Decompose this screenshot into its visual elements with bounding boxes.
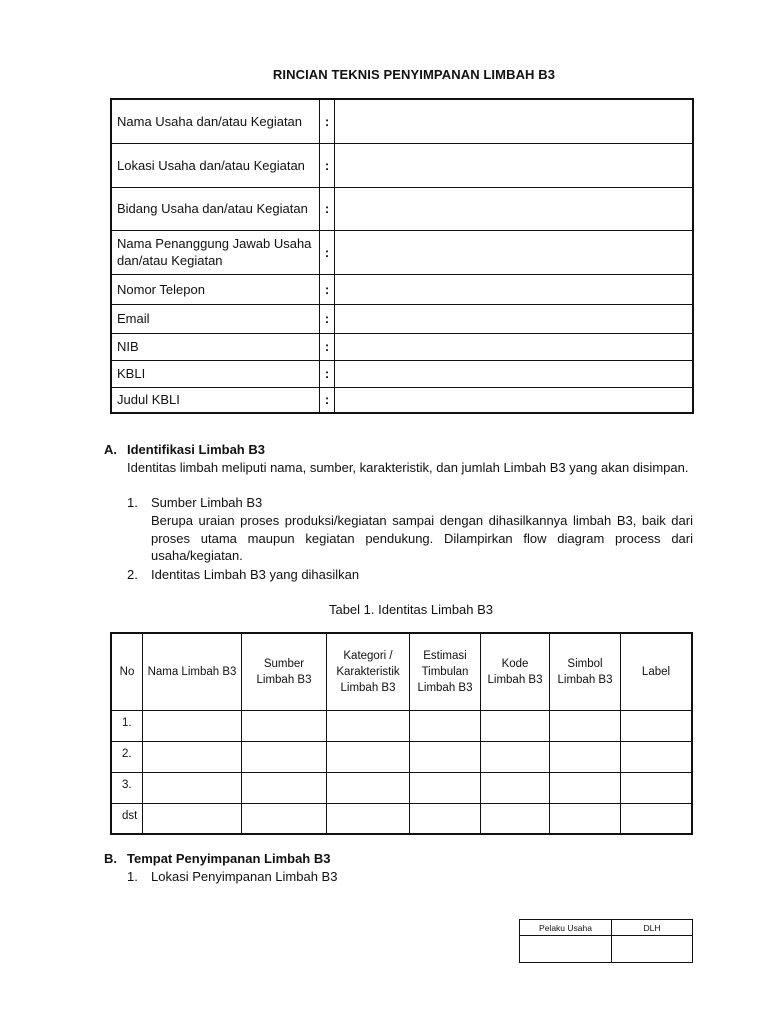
row-number: 3.	[111, 772, 143, 803]
table-row	[111, 803, 692, 834]
identity-row	[111, 187, 693, 230]
identity-value[interactable]	[335, 304, 694, 333]
identity-row	[111, 333, 693, 360]
table-cell[interactable]	[242, 803, 327, 834]
table-cell[interactable]	[327, 772, 410, 803]
table-cell[interactable]	[410, 710, 481, 741]
identity-value[interactable]	[335, 143, 694, 187]
column-header: Kode Limbah B3	[481, 633, 550, 710]
table-row	[111, 741, 692, 772]
row-number: 2.	[111, 741, 143, 772]
identity-colon: :	[320, 187, 335, 230]
identity-row	[111, 387, 693, 413]
item-number: 2.	[127, 567, 138, 582]
table-cell[interactable]	[550, 741, 621, 772]
table-cell[interactable]	[242, 772, 327, 803]
table-cell[interactable]	[410, 772, 481, 803]
item-number: 1.	[127, 495, 138, 510]
column-header: Sumber Limbah B3	[242, 633, 327, 710]
table-cell[interactable]	[143, 741, 242, 772]
section-b-heading: Tempat Penyimpanan Limbah B3	[127, 851, 331, 866]
item-title: Identitas Limbah B3 yang dihasilkan	[151, 567, 360, 582]
table-caption: Tabel 1. Identitas Limbah B3	[328, 602, 494, 617]
table-cell[interactable]	[621, 772, 693, 803]
table-cell[interactable]	[327, 741, 410, 772]
identity-colon: :	[320, 143, 335, 187]
identity-row	[111, 143, 693, 187]
identity-value[interactable]	[335, 99, 694, 143]
waste-identity-table	[110, 632, 693, 835]
identity-label: NIB	[111, 333, 320, 360]
signature-field[interactable]	[520, 936, 612, 963]
identity-label: Nama Usaha dan/atau Kegiatan	[111, 99, 320, 143]
signature-label: Pelaku Usaha	[520, 920, 612, 936]
table-cell[interactable]	[410, 741, 481, 772]
item-number: 1.	[127, 869, 138, 884]
identity-colon: :	[320, 230, 335, 274]
section-a-intro: Identitas limbah meliputi nama, sumber, karakteristik, dan jumlah Limbah B3 yang akan disimpan.	[127, 460, 689, 475]
column-header: Kategori / Karakteristik Limbah B3	[327, 633, 410, 710]
column-header: Label	[621, 633, 693, 710]
identity-row	[111, 360, 693, 387]
table-cell[interactable]	[550, 710, 621, 741]
table-row	[111, 772, 692, 803]
table-cell[interactable]	[550, 803, 621, 834]
table-row	[111, 710, 692, 741]
table-cell[interactable]	[143, 772, 242, 803]
table-cell[interactable]	[481, 710, 550, 741]
identity-label: Nomor Telepon	[111, 274, 320, 304]
row-number: 1.	[111, 710, 143, 741]
signature-field[interactable]	[612, 936, 693, 963]
table-cell[interactable]	[410, 803, 481, 834]
table-cell[interactable]	[327, 803, 410, 834]
identity-colon: :	[320, 333, 335, 360]
signature-label: DLH	[612, 920, 693, 936]
table-cell[interactable]	[621, 710, 693, 741]
identity-label: KBLI	[111, 360, 320, 387]
table-cell[interactable]	[327, 710, 410, 741]
column-header: Simbol Limbah B3	[550, 633, 621, 710]
column-header: Estimasi Timbulan Limbah B3	[410, 633, 481, 710]
column-header: Nama Limbah B3	[143, 633, 242, 710]
item-title: Lokasi Penyimpanan Limbah B3	[151, 869, 338, 884]
table-cell[interactable]	[143, 803, 242, 834]
company-identity-table	[110, 98, 694, 414]
identity-label: Lokasi Usaha dan/atau Kegiatan	[111, 143, 320, 187]
section-b-marker: B.	[104, 851, 117, 866]
table-cell[interactable]	[143, 710, 242, 741]
table-cell[interactable]	[242, 741, 327, 772]
identity-label: Bidang Usaha dan/atau Kegiatan	[111, 187, 320, 230]
table-cell[interactable]	[481, 741, 550, 772]
table-header-row	[111, 633, 692, 710]
signature-box	[519, 919, 693, 963]
table-cell[interactable]	[621, 803, 693, 834]
document-title: RINCIAN TEKNIS PENYIMPANAN LIMBAH B3	[272, 67, 556, 82]
identity-value[interactable]	[335, 333, 694, 360]
table-cell[interactable]	[550, 772, 621, 803]
column-header: No	[111, 633, 143, 710]
identity-row	[111, 230, 693, 274]
identity-value[interactable]	[335, 187, 694, 230]
identity-value[interactable]	[335, 230, 694, 274]
row-number: dst	[111, 803, 143, 834]
table-cell[interactable]	[481, 772, 550, 803]
item-body: Berupa uraian proses produksi/kegiatan sampai dengan dihasilkannya limbah B3, baik dari proses utama maupun kegiatan pendukung. Dilampirkan flow diagram process dari usaha/kegiatan.	[151, 513, 693, 563]
identity-label: Nama Penanggung Jawab Usaha dan/atau Kegiatan	[111, 230, 320, 274]
identity-row	[111, 304, 693, 333]
identity-label: Email	[111, 304, 320, 333]
table-cell[interactable]	[242, 710, 327, 741]
identity-row	[111, 274, 693, 304]
identity-row	[111, 99, 693, 143]
identity-colon: :	[320, 274, 335, 304]
section-a-marker: A.	[104, 442, 117, 457]
identity-label: Judul KBLI	[111, 387, 320, 413]
identity-colon: :	[320, 387, 335, 413]
identity-colon: :	[320, 304, 335, 333]
identity-colon: :	[320, 99, 335, 143]
section-a-heading: Identifikasi Limbah B3	[127, 442, 265, 457]
table-cell[interactable]	[481, 803, 550, 834]
identity-value[interactable]	[335, 274, 694, 304]
identity-value[interactable]	[335, 387, 694, 413]
identity-colon: :	[320, 360, 335, 387]
identity-value[interactable]	[335, 360, 694, 387]
item-title: Sumber Limbah B3	[151, 495, 263, 510]
table-cell[interactable]	[621, 741, 693, 772]
